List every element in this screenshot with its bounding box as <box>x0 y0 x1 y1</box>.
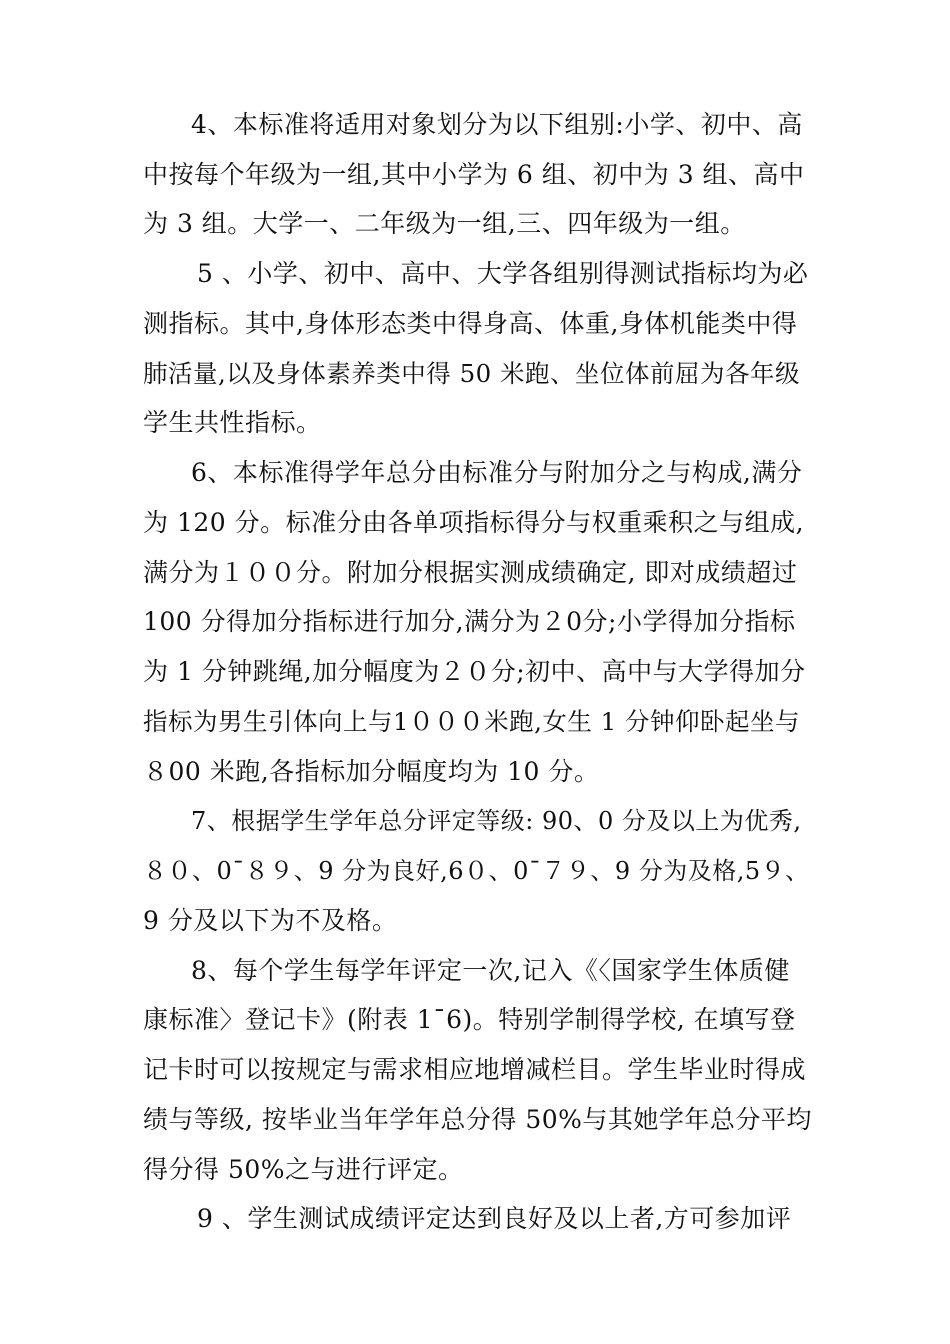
paragraph-5-line-4: 学生共性指标。 <box>143 408 322 437</box>
paragraph-6-line-6: 指标为男生引体向上与1０００米跑,女生 1 分钟仰卧起坐与 <box>143 707 801 736</box>
paragraph-8-line-1: 8、每个学生每学年评定一次,记入《〈国家学生体质健 <box>191 956 790 985</box>
paragraph-5-line-3: 肺活量,以及身体素养类中得 50 米跑、坐位体前屈为各年级 <box>143 359 801 388</box>
paragraph-8-line-3: 记卡时可以按规定与需求相应地增减栏目。学生毕业时得成 <box>143 1055 807 1084</box>
paragraph-7-line-2: ８０、0¯８９、9 分为良好,6０、0¯７９、9 分为及格,5９、 <box>143 857 810 885</box>
paragraph-4-line-2: 中按每个年级为一组,其中小学为 6 组、初中为 3 组、高中 <box>143 160 805 189</box>
paragraph-5-line-1: 5 、小学、初中、高中、大学各组别得测试指标均为必 <box>197 259 809 288</box>
paragraph-6-line-1: 6、本标准得学年总分由标准分与附加分之与构成,满分 <box>191 458 803 487</box>
paragraph-6-line-2: 为 120 分。标准分由各单项指标得分与权重乘积之与组成, <box>143 508 805 537</box>
paragraph-6-line-3: 满分为１００分。附加分根据实测成绩确定, 即对成绩超过 <box>143 558 798 587</box>
paragraph-6-line-5: 为 1 分钟跳绳,加分幅度为２０分;初中、高中与大学得加分 <box>143 657 806 686</box>
paragraph-6-line-7: ８00 米跑,各指标加分幅度均为 10 分。 <box>143 757 600 786</box>
paragraph-9-line-1: 9 、学生测试成绩评定达到良好及以上者,方可参加评 <box>197 1204 792 1233</box>
paragraph-7-line-3: 9 分及以下为不及格。 <box>143 906 398 935</box>
paragraph-5-line-2: 测指标。其中,身体形态类中得身高、体重,身体机能类中得 <box>143 309 798 338</box>
paragraph-4-line-1: 4、本标准将适用对象划分为以下组别:小学、初中、高 <box>191 110 803 139</box>
paragraph-7-line-1: 7、根据学生学年总分评定等级: 90、0 分及以上为优秀, <box>191 807 802 835</box>
paragraph-8-line-5: 得分得 50%之与进行评定。 <box>143 1155 464 1184</box>
paragraph-8-line-4: 绩与等级, 按毕业当年学年总分得 50%与其她学年总分平均 <box>143 1105 812 1134</box>
paragraph-6-line-4: 100 分得加分指标进行加分,满分为２0分;小学得加分指标 <box>143 607 796 636</box>
paragraph-4-line-3: 为 3 组。大学一、二年级为一组,三、四年级为一组。 <box>143 209 746 238</box>
paragraph-8-line-2: 康标准〉登记卡》(附表 1¯6)。特别学制得学校, 在填写登 <box>143 1005 796 1034</box>
